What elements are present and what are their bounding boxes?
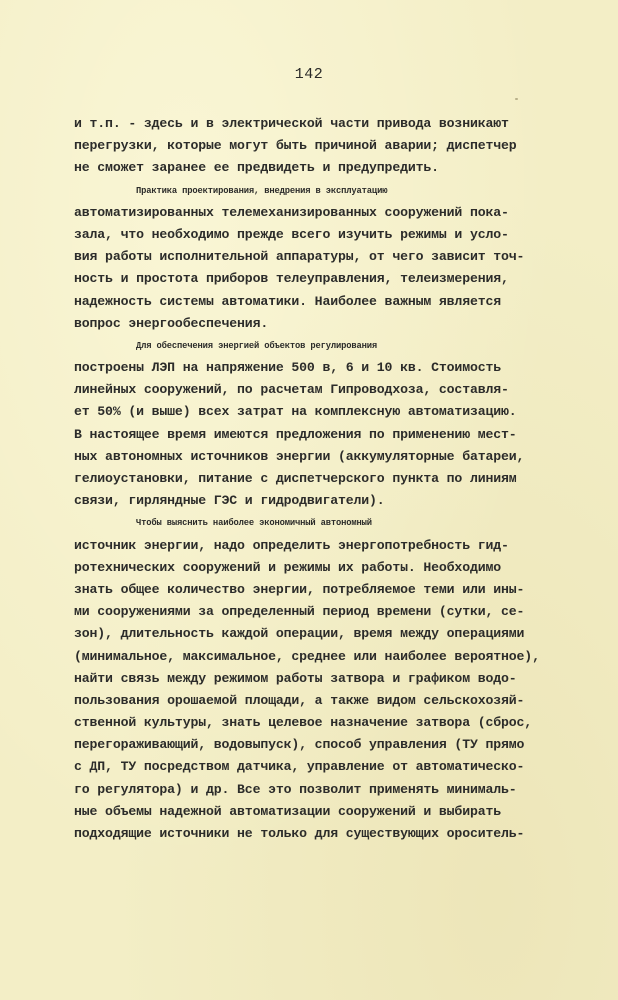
text-line: ротехнических сооружений и режимы их работы. Необходимо xyxy=(74,559,502,575)
text-line: перегрузки, которые могут быть причиной аварии; диспетчер xyxy=(74,138,517,154)
text-line: пользования орошаемой площади, а также видом сельскохозяй- xyxy=(74,692,525,708)
text-line: найти связь между режимом работы затвора и графиком водо- xyxy=(74,670,517,686)
text-line: знать общее количество энергии, потребляемое теми или ины- xyxy=(74,581,525,597)
text-line: ственной культуры, знать целевое назначение затвора (сброс, xyxy=(74,715,533,731)
text-line: Практика проектирования, внедрения в эксплуатацию xyxy=(136,185,388,196)
text-line: вопрос энергообеспечения. xyxy=(74,315,269,331)
text-line: ет 50% (и выше) всех затрат на комплексную автоматизацию. xyxy=(74,404,517,420)
text-line: (минимальное, максимальное, среднее или наиболее вероятное), xyxy=(74,648,540,664)
text-line: ность и простота приборов телеуправления, телеизмерения, xyxy=(74,271,509,287)
text-line: Чтобы выяснить наиболее экономичный автономный xyxy=(136,518,372,529)
text-line: связи, гирляндные ГЭС и гидродвигатели). xyxy=(74,493,385,509)
text-line: перегораживающий, водовыпуск), способ управления (ТУ прямо xyxy=(74,737,525,753)
text-line: вия работы исполнительной аппаратуры, от чего зависит точ- xyxy=(74,249,525,265)
text-line: с ДП, ТУ посредством датчика, управление от автоматическо- xyxy=(74,759,525,775)
text-line: ные объемы надежной автоматизации сооружений и выбирать xyxy=(74,803,502,819)
text-line: подходящие источники не только для существующих ороситель- xyxy=(74,826,525,841)
text-line: В настоящее время имеются предложения по применению мест- xyxy=(74,426,517,442)
text-line: надежность системы автоматики. Наиболее важным является xyxy=(74,293,502,309)
text-line: го регулятора) и др. Все это позволит применять минималь- xyxy=(74,781,517,797)
text-line: построены ЛЭП на напряжение 500 в, 6 и 10 кв. Стоимость xyxy=(74,360,502,376)
text-line: линейных сооружений, по расчетам Гипроводхоза, составля- xyxy=(74,382,509,398)
text-line: не сможет заранее ее предвидеть и предупредить. xyxy=(74,160,439,176)
text-line: Для обеспечения энергией объектов регулирования xyxy=(136,340,378,351)
body-text xyxy=(74,113,604,845)
paper-speck xyxy=(515,98,518,100)
text-line: автоматизированных телемеханизированных сооружений пока- xyxy=(74,204,509,220)
text-line: зала, что необходимо прежде всего изучить режимы и усло- xyxy=(74,226,509,242)
text-line: ми сооружениями за определенный период времени (сутки, се- xyxy=(74,604,525,620)
page-number: 142 xyxy=(294,66,324,83)
text-line: зон), длительность каждой операции, время между операциями xyxy=(74,626,525,642)
text-line: ных автономных источников энергии (аккумуляторные батареи, xyxy=(74,448,525,464)
text-line: и т.п. - здесь и в электрической части привода возникают xyxy=(74,116,509,131)
text-line: источник энергии, надо определить энергопотребность гид- xyxy=(74,537,509,553)
text-line: гелиоустановки, питание с диспетчерского пункта по линиям xyxy=(74,471,517,486)
